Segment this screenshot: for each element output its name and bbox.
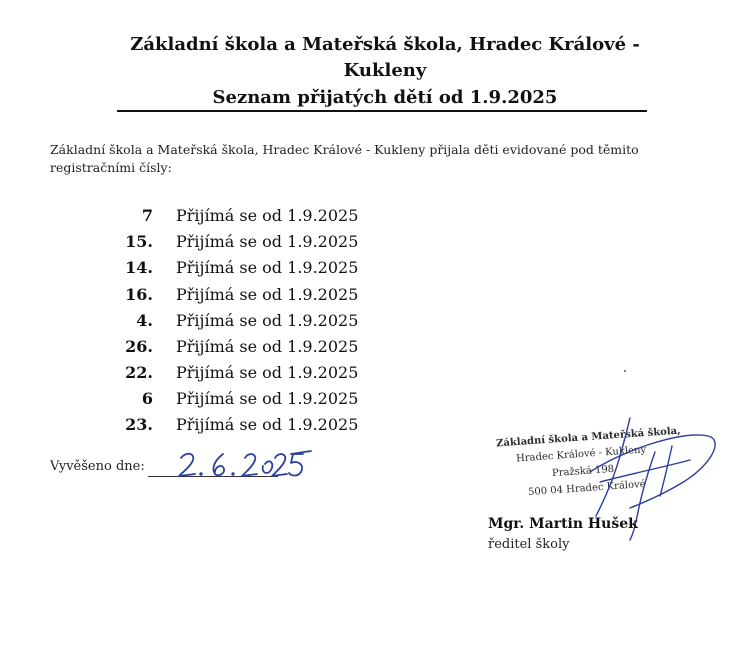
heading-underline: [117, 110, 647, 112]
document-heading: Seznam přijatých dětí od 1.9.2025: [212, 87, 558, 108]
registration-number: 14.: [125, 258, 153, 277]
list-item: [0, 386, 733, 412]
scan-speck: [624, 370, 626, 372]
list-item: [0, 203, 733, 229]
admission-status: Přijímá se od 1.9.2025: [176, 232, 359, 251]
registration-number: 7: [141, 206, 153, 225]
posted-label: Vyvěšeno dne:: [50, 459, 145, 474]
admission-status: Přijímá se od 1.9.2025: [176, 363, 359, 382]
registration-number: 23.: [125, 415, 153, 434]
registration-number: 15.: [125, 232, 153, 251]
admission-status: Přijímá se od 1.9.2025: [176, 415, 359, 434]
stamp-line-2: Hradec Králové - Kukleny: [515, 444, 647, 465]
list-item: [0, 334, 733, 360]
admission-status: Přijímá se od 1.9.2025: [176, 311, 359, 330]
list-item: [0, 360, 733, 386]
stamp-line-4: 500 04 Hradec Králové: [527, 478, 646, 499]
admission-status: Přijímá se od 1.9.2025: [176, 285, 359, 304]
signer-name: Mgr. Martin Hušek: [488, 516, 638, 532]
stamp-line-1: Základní škola a Mateřská škola,: [495, 425, 681, 450]
admission-status: Přijímá se od 1.9.2025: [176, 337, 359, 356]
registration-number: 4.: [136, 311, 153, 330]
list-item: [0, 229, 733, 255]
list-item: [0, 308, 733, 334]
admission-status: Přijímá se od 1.9.2025: [176, 206, 359, 225]
list-item: [0, 282, 733, 308]
registration-number: 16.: [125, 285, 153, 304]
document-title-line-2: Kukleny: [343, 60, 427, 81]
intro-paragraph: Základní škola a Mateřská škola, Hradec Králové - Kukleny přijala děti evidované pod těmito registračními čísly:: [50, 142, 639, 175]
admission-status: Přijímá se od 1.9.2025: [176, 258, 359, 277]
handwritten-date: [175, 446, 315, 480]
document-title-line-1: Základní škola a Mateřská škola, Hradec Králové -: [130, 34, 640, 55]
stamp-line-3: Pražská 198: [551, 463, 615, 480]
signer-role: ředitel školy: [488, 537, 570, 552]
registration-number: 6: [141, 389, 153, 408]
admission-status: Přijímá se od 1.9.2025: [176, 389, 359, 408]
list-item: [0, 255, 733, 281]
registration-number: 22.: [125, 363, 153, 382]
registration-number: 26.: [125, 337, 153, 356]
